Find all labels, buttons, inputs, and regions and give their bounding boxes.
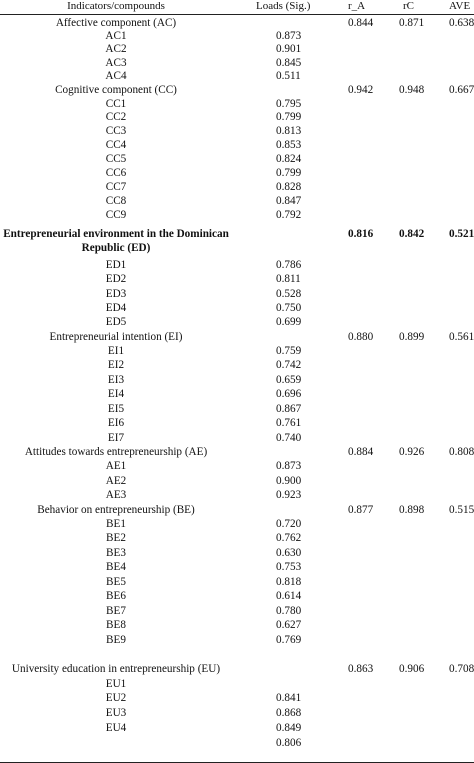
row-r-a: 0.844: [348, 17, 374, 29]
row-name: EI5: [107, 403, 125, 415]
row-load: 0.528: [276, 288, 302, 300]
row-load: 0.780: [276, 605, 302, 617]
row-name: EI2: [107, 359, 125, 371]
row-name: Affective component (AC): [55, 17, 177, 29]
row-r-a: 0.942: [348, 84, 374, 96]
row-ave: 0.561: [449, 331, 474, 343]
row-load: 0.867: [276, 403, 302, 415]
row-load: 0.762: [276, 532, 302, 544]
row-load: 0.699: [276, 316, 302, 328]
row-name: Entrepreneurial intention (EI): [49, 331, 183, 343]
header-ave: AVE: [449, 0, 471, 12]
row-load: 0.659: [276, 374, 302, 386]
row-name: CC3: [105, 125, 127, 137]
row-load: 0.841: [276, 692, 302, 704]
row-r-a: 0.877: [348, 504, 374, 516]
row-rc: 0.926: [399, 446, 425, 458]
row-load: 0.786: [276, 259, 302, 271]
row-load: 0.806: [276, 737, 302, 749]
row-name: ED1: [105, 259, 127, 271]
row-load: 0.795: [276, 98, 302, 110]
row-name: Republic (ED): [81, 242, 151, 254]
row-load: 0.759: [276, 345, 302, 357]
row-name: BE5: [106, 576, 126, 588]
header-r-a: r_A: [348, 0, 366, 12]
row-name: BE7: [106, 605, 126, 617]
row-name: BE2: [106, 532, 126, 544]
row-load: 0.847: [276, 195, 302, 207]
row-load: 0.853: [276, 139, 302, 151]
row-load: 0.769: [276, 634, 302, 646]
row-ave: 0.708: [449, 663, 474, 675]
header-rule: [0, 14, 474, 15]
row-load: 0.824: [276, 153, 302, 165]
row-load: 0.900: [276, 475, 302, 487]
row-name: BE8: [106, 619, 126, 631]
row-load: 0.740: [276, 432, 302, 444]
row-name: Entrepreneurial environment in the Dominican: [3, 228, 229, 240]
row-name: BE4: [106, 561, 126, 573]
row-name: CC4: [105, 139, 127, 151]
row-name: BE9: [106, 634, 126, 646]
row-ave: 0.521: [449, 228, 474, 240]
row-name: Attitudes towards entrepreneurship (AE): [24, 446, 208, 458]
row-name: ED2: [105, 273, 127, 285]
row-name: University education in entrepreneurship (EU): [11, 663, 221, 675]
row-name: Cognitive component (CC): [55, 84, 177, 96]
row-name: AE1: [105, 460, 127, 472]
row-load: 0.627: [276, 619, 302, 631]
row-load: 0.818: [276, 576, 302, 588]
row-load: 0.750: [276, 302, 302, 314]
row-name: EU4: [105, 722, 127, 734]
row-rc: 0.842: [399, 228, 425, 240]
row-ave: 0.515: [449, 504, 474, 516]
row-name: AC1: [105, 30, 127, 42]
row-load: 0.761: [276, 417, 302, 429]
row-name: CC1: [105, 98, 127, 110]
row-name: Behavior on entrepreneurship (BE): [37, 504, 195, 516]
row-name: AC2: [105, 43, 127, 55]
row-name: CC8: [105, 195, 127, 207]
row-load: 0.742: [276, 359, 302, 371]
row-name: EU3: [105, 707, 127, 719]
row-name: EI1: [107, 345, 125, 357]
row-load: 0.696: [276, 388, 302, 400]
row-name: EI6: [107, 417, 125, 429]
row-name: CC9: [105, 209, 127, 221]
row-ave: 0.667: [449, 84, 474, 96]
header-loads: Loads (Sig.): [256, 0, 311, 12]
row-name: EI7: [107, 432, 125, 444]
row-load: 0.614: [276, 590, 302, 602]
row-load: 0.799: [276, 167, 302, 179]
row-name: EI3: [107, 374, 125, 386]
row-name: CC7: [105, 181, 127, 193]
row-name: EI4: [107, 388, 125, 400]
row-name: EU2: [105, 692, 127, 704]
row-name: CC5: [105, 153, 127, 165]
row-rc: 0.871: [399, 17, 425, 29]
header-indicators: Indicators/compounds: [67, 0, 165, 12]
row-name: ED4: [105, 302, 127, 314]
row-r-a: 0.884: [348, 446, 374, 458]
row-load: 0.828: [276, 181, 302, 193]
row-load: 0.511: [276, 70, 301, 82]
row-load: 0.873: [276, 30, 302, 42]
row-load: 0.845: [276, 57, 302, 69]
row-load: 0.873: [276, 460, 302, 472]
row-rc: 0.906: [399, 663, 425, 675]
row-name: AC3: [105, 57, 127, 69]
row-name: CC2: [105, 111, 127, 123]
row-load: 0.849: [276, 722, 302, 734]
row-name: BE3: [106, 547, 126, 559]
row-name: ED5: [105, 316, 127, 328]
row-r-a: 0.880: [348, 331, 374, 343]
row-r-a: 0.863: [348, 663, 374, 675]
row-load: 0.901: [276, 43, 302, 55]
row-load: 0.799: [276, 111, 302, 123]
row-load: 0.811: [276, 273, 301, 285]
row-load: 0.868: [276, 707, 302, 719]
row-rc: 0.898: [399, 504, 425, 516]
row-ave: 0.638: [449, 17, 474, 29]
row-name: BE1: [106, 518, 126, 530]
row-name: AC4: [105, 70, 127, 82]
row-rc: 0.899: [399, 331, 425, 343]
row-load: 0.720: [276, 518, 302, 530]
row-r-a: 0.816: [348, 228, 374, 240]
row-name: AE3: [105, 489, 127, 501]
row-name: AE2: [105, 475, 127, 487]
row-load: 0.923: [276, 489, 302, 501]
row-ave: 0.808: [449, 446, 474, 458]
row-load: 0.630: [276, 547, 302, 559]
row-name: EU1: [105, 678, 127, 690]
header-rc: rC: [403, 0, 414, 12]
row-name: CC6: [105, 167, 127, 179]
row-name: ED3: [105, 288, 127, 300]
row-load: 0.753: [276, 561, 302, 573]
row-load: 0.813: [276, 125, 302, 137]
row-name: BE6: [106, 590, 126, 602]
row-rc: 0.948: [399, 84, 425, 96]
row-load: 0.792: [276, 209, 302, 221]
